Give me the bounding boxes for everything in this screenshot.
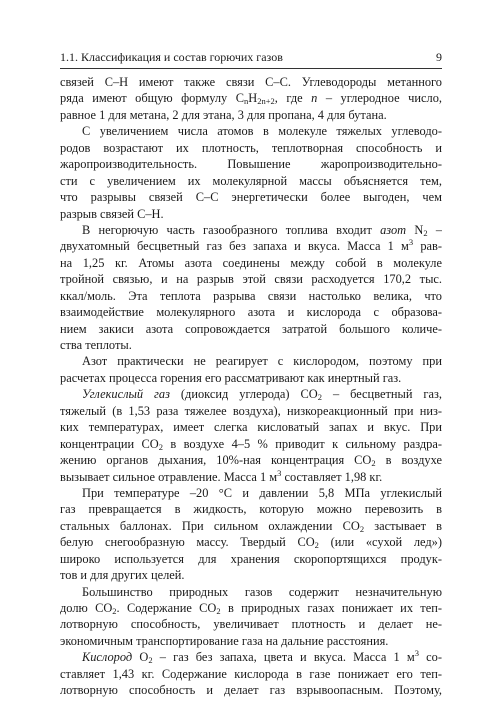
text-line: экономичным транспортирование газа на дальние расстояния.: [60, 633, 389, 648]
text-line: разрыв связей С–Н.: [60, 206, 164, 221]
text-line: жаропроизводительность. Повышение жаропроизводительно-: [60, 157, 442, 172]
text-line: Азот практически не реагирует с кислородом, поэтому при: [82, 354, 442, 369]
text-line: нием закиси азота сопровождается затратой большого количе-: [60, 321, 442, 336]
text-line: связей С–Н имеют также связи С–С. Углеводороды метанного: [60, 75, 442, 89]
text-line: родов возрастают их плотность, теплотворная способность и: [60, 140, 442, 155]
text-line: на 1,25 кг. Атомы азота соединены между собой в молекуле: [60, 255, 442, 270]
text-line: концентрации $CO_2$ в воздухе 4–5 % приводит к сильному раздра-: [60, 436, 442, 452]
text-line: ставляет 1,43 кг. Содержание кислорода в газе понижает его теп-: [60, 666, 442, 681]
running-head: [60, 50, 442, 65]
text-line: Большинство природных газов содержит незначительную: [82, 584, 442, 599]
page-number: 9: [436, 50, 442, 64]
text-line: равное 1 для метана, 2 для этана, 3 для пропана, 4 для бутана.: [60, 107, 387, 122]
text-line: долю $CO_2$. Содержание $CO_2$ в природных газах понижает их теп-: [60, 601, 442, 616]
text-line: тяжелый (в 1,53 раза тяжелее воздуха), низкореакционный при низ-: [60, 403, 442, 418]
text-line: расчетах процесса горения его рассматривают как инертный газ.: [60, 370, 402, 385]
text-line: ряда имеют общую формулу $C_nH_{2n+2}$, где n – углеродное число,: [60, 91, 442, 107]
text-line: жению органов дыхания, 10%-ная концентрация $CO_2$ в воздухе: [60, 453, 442, 469]
text-line: При температуре –20 °C и давлении 5,8 МПа углекислый: [82, 485, 442, 500]
text-line: тов и для других целей.: [60, 568, 185, 583]
text-line: ства теплоты.: [60, 338, 132, 352]
text-line: стальных баллонах. При сильном охлаждении $CO_2$ застывает в: [60, 518, 442, 534]
text-line: лотворную способность, увеличивает плотность и делает не-: [60, 617, 442, 632]
text-line: газ превращается в жидкость, которую можно перевозить в: [60, 502, 442, 517]
text-line: взаимодействие молекулярного азота и кислорода с образова-: [60, 305, 442, 320]
text-line: что разрывы связей С–С энергетически более выгоден, чем: [60, 190, 442, 205]
text-line: С увеличением числа атомов в молекуле тяжелых углеводо-: [82, 124, 442, 139]
body-text: [60, 74, 442, 699]
text-line: В негорючую часть газообразного топлива входит азот $N_2$ –: [82, 222, 442, 238]
text-line: двухатомный бесцветный газ без запаха и вкуса. Масса 1 $м^3$ рав-: [60, 238, 442, 254]
text-line: вызывает сильное отравление. Масса 1 $м^3$ составляет 1,98 кг.: [60, 468, 383, 484]
text-line: белую снегообразную массу. Твердый $CO_2$ (или «сухой лед»): [60, 535, 442, 551]
text-line: ких температурах, имеет слегка кисловатый запах и вкус. При: [60, 420, 442, 435]
text-line: сти с увеличением их молекулярной массы объясняется тем,: [60, 173, 442, 188]
text-line: ккал/моль. Эта теплота разрыва связи настолько велика, что: [60, 288, 442, 303]
text-line: Углекислый газ (диоксид углерода) $CO_2$ – бесцветный газ,: [82, 387, 442, 403]
section-title: 1.1. Классификация и состав горючих газов: [60, 50, 283, 64]
text-line: тройной связью, и на разрыв этой связи расходуется 170,2 тыс.: [60, 272, 442, 287]
text-line: широко используется для хранения скоропортящихся продук-: [60, 551, 442, 566]
text-line: Кислород $O_2$ – газ без запаха, цвета и вкуса. Масса 1 $м^3$ со-: [82, 649, 442, 666]
text-line: лотворную способность и делает газ взрывоопасным. Поэтому,: [60, 683, 442, 698]
header-rule: [60, 68, 442, 69]
